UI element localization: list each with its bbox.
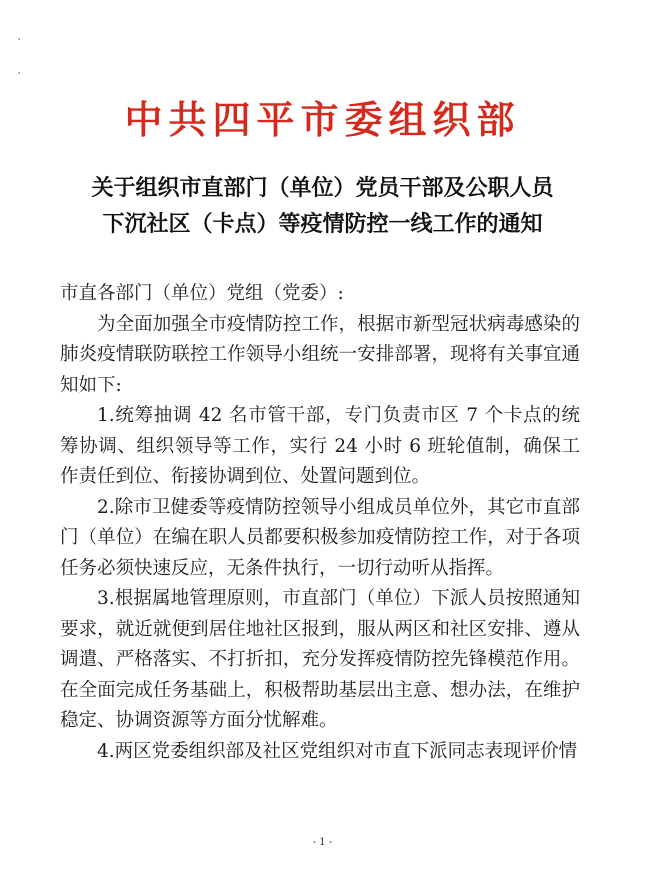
document-title [40, 170, 605, 242]
paragraph-item-2: 2.除市卫健委等疫情防控领导小组成员单位外，其它市直部门（单位）在编在职人员都要积极参加疫情防控工作，对于各项任务必须快速反应，无条件执行，一切行动听从指挥。 [60, 496, 580, 579]
issuer-header: 中共四平市委组织部 [124, 97, 521, 142]
paragraph-item-1: 1.统筹抽调 42 名市管干部，专门负责市区 7 个卡点的统筹协调、组织领导等工作，实行 24 小时 6 班轮值制，确保工作责任到位、衔接协调到位、处置问题到位。 [60, 405, 580, 487]
document-body [60, 279, 580, 767]
salutation: 市直各部门（单位）党组（党委）: [60, 283, 344, 304]
scan-speck [18, 72, 20, 74]
title-line-1: 关于组织市直部门（单位）党员干部及公职人员 [91, 175, 554, 201]
paragraph-item-3: 3.根据属地管理原则，市直部门（单位）下派人员按照通知要求，就近就便到居住地社区报到，服从两区和社区安排、遵从调遣、严格落实、不打折扣，充分发挥疫情防控先锋模范作用。在全面完成任务基础上，积极帮助基层出主意、想办法，在维护稳定、协调资源等方面分忧解难。 [60, 588, 580, 731]
paragraph-intro: 为全面加强全市疫情防控工作，根据市新型冠状病毒感染的肺炎疫情联防联控工作领导小组统一安排部署，现将有关事宜通知如下: [60, 313, 580, 396]
paragraph-item-4: 4.两区党委组织部及社区党组织对市直下派同志表现评价情 [97, 740, 578, 762]
scan-speck [18, 38, 20, 40]
title-line-2: 下沉社区（卡点）等疫情防控一线工作的通知 [102, 211, 543, 237]
page-number: - 1 - [312, 837, 333, 848]
